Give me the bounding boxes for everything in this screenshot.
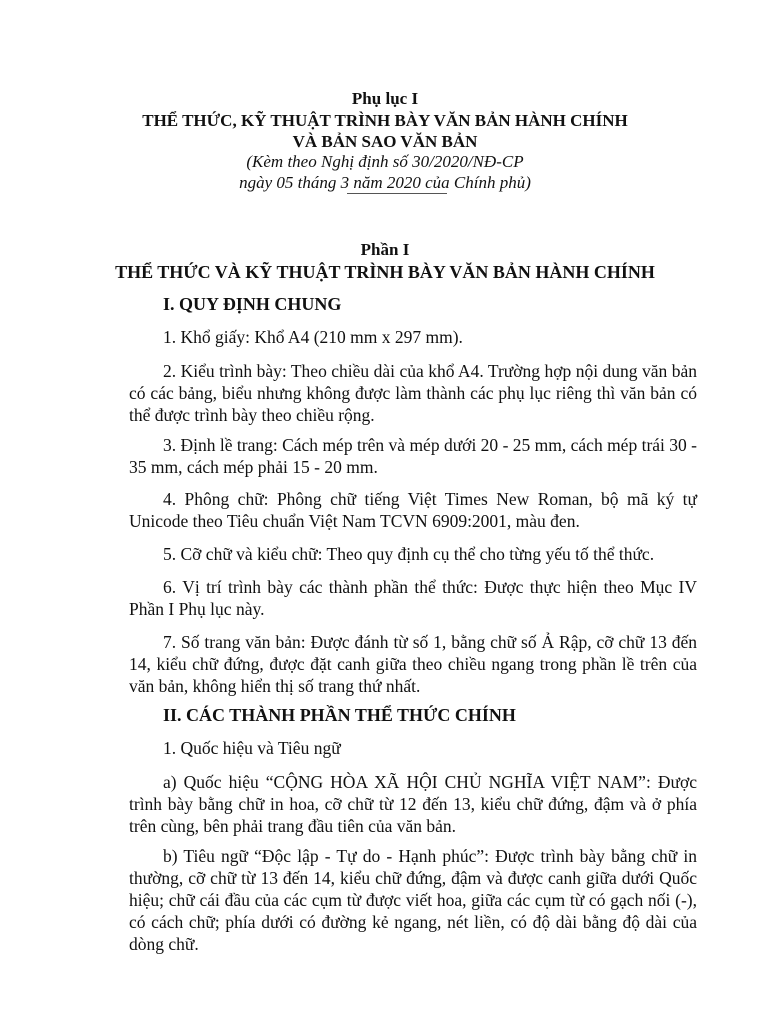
paragraph-paper-size: 1. Khổ giấy: Khổ A4 (210 mm x 297 mm). xyxy=(163,327,463,347)
appendix-label: Phụ lục I xyxy=(351,89,419,108)
paragraph-layout: 2. Kiểu trình bày: Theo chiều dài của khổ A4. Trường hợp nội dung văn bản có các bảng, biểu nhưng không được làm thành các phụ lục riêng thì văn bản có thể được trình bày theo chiều rộng. xyxy=(129,361,697,425)
attachment-note-line-2: ngày 05 tháng 3 năm 2020 của Chính phủ) xyxy=(239,173,531,192)
paragraph-national-title: a) Quốc hiệu “CỘNG HÒA XÃ HỘI CHỦ NGHĨA VIỆT NAM”: Được trình bày bằng chữ in hoa, cỡ chữ từ 12 đến 13, kiểu chữ đứng, đậm và ở phía trên cùng, bên phải trang đầu tiên của văn bản. xyxy=(129,772,697,836)
part-label: Phần I xyxy=(360,240,410,259)
attachment-note-line-1: (Kèm theo Nghị định số 30/2020/NĐ-CP xyxy=(246,152,524,171)
section-heading-general: I. QUY ĐỊNH CHUNG xyxy=(163,294,342,314)
part-title: THỂ THỨC VÀ KỸ THUẬT TRÌNH BÀY VĂN BẢN HÀNH CHÍNH xyxy=(115,262,655,282)
document-title-line-1: THỂ THỨC, KỸ THUẬT TRÌNH BÀY VĂN BẢN HÀNH CHÍNH xyxy=(142,111,628,130)
paragraph-component-position: 6. Vị trí trình bày các thành phần thể thức: Được thực hiện theo Mục IV Phần I Phụ lục này. xyxy=(129,577,697,619)
paragraph-page-numbering: 7. Số trang văn bản: Được đánh từ số 1, bằng chữ số Ả Rập, cỡ chữ 13 đến 14, kiểu chữ đứng, được đặt canh giữa theo chiều ngang trong phần lề trên của văn bản, không hiển thị số trang thứ nhất. xyxy=(129,632,697,696)
paragraph-font: 4. Phông chữ: Phông chữ tiếng Việt Times New Roman, bộ mã ký tự Unicode theo Tiêu chuẩn Việt Nam TCVN 6909:2001, màu đen. xyxy=(129,489,697,531)
paragraph-margins: 3. Định lề trang: Cách mép trên và mép dưới 20 - 25 mm, cách mép trái 30 - 35 mm, cách mép phải 15 - 20 mm. xyxy=(129,435,697,477)
paragraph-font-size: 5. Cỡ chữ và kiểu chữ: Theo quy định cụ thể cho từng yếu tố thể thức. xyxy=(163,544,655,564)
paragraph-motto: b) Tiêu ngữ “Độc lập - Tự do - Hạnh phúc”: Được trình bày bằng chữ in thường, cỡ chữ từ 13 đến 14, kiểu chữ đứng, đậm và được canh giữa dưới Quốc hiệu; chữ cái đầu của các cụm từ được viết hoa, giữa các cụm từ có gạch nối (-), có cách chữ; phía dưới có đường kẻ ngang, nét liền, có độ dài bằng độ dài của dòng chữ. xyxy=(129,846,697,954)
document-title-line-2: VÀ BẢN SAO VĂN BẢN xyxy=(292,132,478,151)
header-divider xyxy=(347,193,447,194)
paragraph-national-title-motto: 1. Quốc hiệu và Tiêu ngữ xyxy=(163,738,341,758)
section-heading-main-components: II. CÁC THÀNH PHẦN THỂ THỨC CHÍNH xyxy=(163,705,516,725)
